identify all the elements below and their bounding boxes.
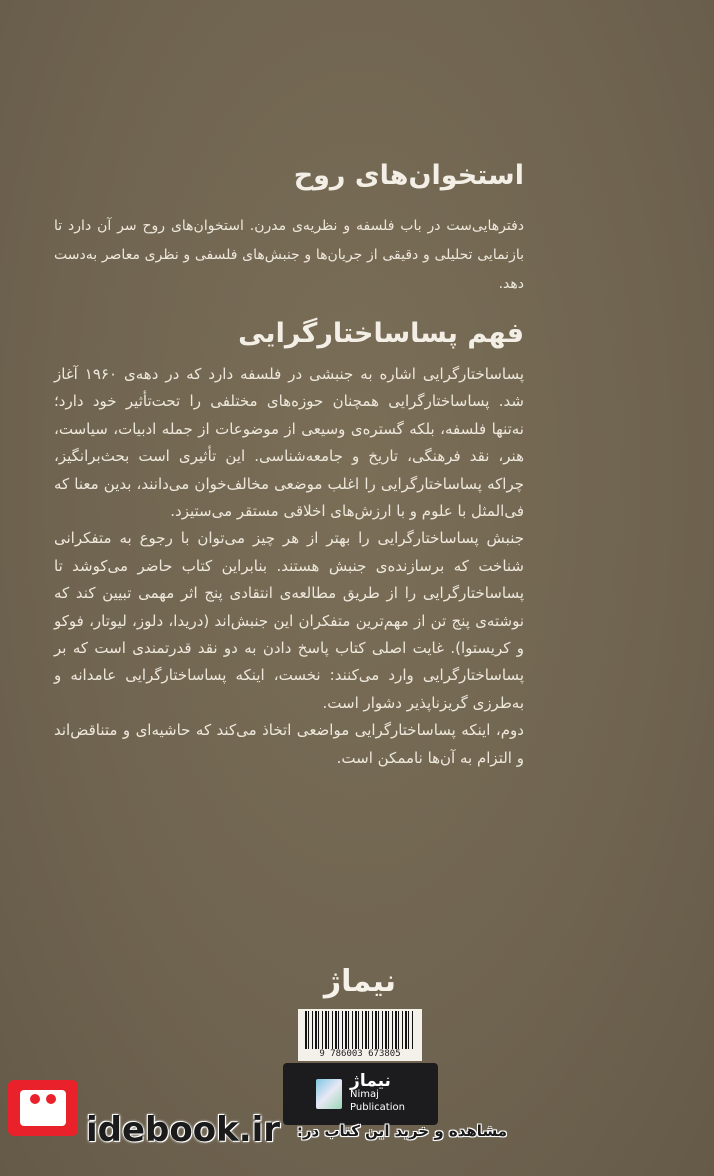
book-description bbox=[54, 361, 524, 772]
publisher-name-line1: Nimaj bbox=[350, 1088, 379, 1100]
barcode-bars bbox=[305, 1011, 415, 1049]
series-description: دفترهایی‌ست در باب فلسفه و نظریه‌ی مدرن. استخوان‌های روح سر آن دارد تا بازنمایی تحلیلی و دقیقی از جریان‌ها و جنبش‌های فلسفی و نظری معاصر به‌دست دهد. bbox=[54, 218, 524, 292]
idebook-site-link[interactable]: idebook.ir bbox=[86, 1110, 281, 1150]
series-title: استخوان‌های روح bbox=[293, 160, 524, 191]
publisher-badge bbox=[283, 1063, 438, 1125]
publisher-badge-logo: نیماژ bbox=[350, 1070, 391, 1091]
idebook-tagline: مشاهده و خرید این کتاب در: bbox=[296, 1122, 507, 1140]
hologram-icon bbox=[316, 1079, 342, 1109]
publisher-badge-text bbox=[350, 1070, 405, 1114]
idebook-icon-eye-left bbox=[30, 1094, 40, 1104]
description-paragraph-2: جنبش پساساختارگرایی را بهتر از هر چیز می‌توان با رجوع به متفکرانی شناخت که برسازنده‌ی جنبش هستند. بنابراین کتاب حاضر می‌کوشد تا پساساختارگرایی را از طریق مطالعه‌ی انتقادی پنج اثر مهمی تبیین کند که نوشته‌ی پنج تن از مهم‌ترین متفکران این جنبش‌اند (دریدا، دلوز، لیوتار، فوکو و کریستوا). غایت اصلی کتاب پاسخ دادن به دو نقد قدرتمندی است که بر پساساختارگرایی وارد می‌کنند: نخست، اینکه پساساختارگرایی عامدانه و به‌طرزی گریزناپذیر دشوار است. bbox=[54, 529, 524, 712]
idebook-icon-face bbox=[20, 1090, 66, 1126]
publisher-name-line2: Publication bbox=[350, 1101, 405, 1113]
isbn-barcode bbox=[298, 1009, 422, 1061]
book-title: فهم پساساختارگرایی bbox=[238, 318, 524, 349]
idebook-book-icon[interactable] bbox=[8, 1080, 78, 1136]
idebook-icon-eye-right bbox=[46, 1094, 56, 1104]
barcode-digits: 9 786003 673805 bbox=[319, 1049, 401, 1059]
description-paragraph-3: دوم، اینکه پساساختارگرایی مواضعی اتخاذ می‌کند که حاشیه‌ای و متناقض‌اند و التزام به آن‌ها ناممکن است. bbox=[54, 721, 524, 767]
publisher-logo: نیماژ bbox=[323, 964, 397, 999]
description-paragraph-1: پساساختارگرایی اشاره به جنبشی در فلسفه دارد که در دهه‌ی ۱۹۶۰ آغاز شد. پساساختارگرایی همچنان حوزه‌های مختلفی را تحت‌تأثیر خود دارد؛ نه‌تنها فلسفه، بلکه گستره‌ی وسیعی از موضوعات از جمله ادبیات، سیاست، هنر، نقد فرهنگی، تاریخ و جامعه‌شناسی. این تأثیری است بحث‌برانگیز، چراکه پساساختارگرایی را اغلب موضعی مخالف‌خوان می‌دانند، بدین معنا که فی‌المثل با علوم و با ارزش‌های اخلاقی مستقر می‌ستیزد. bbox=[54, 365, 524, 521]
